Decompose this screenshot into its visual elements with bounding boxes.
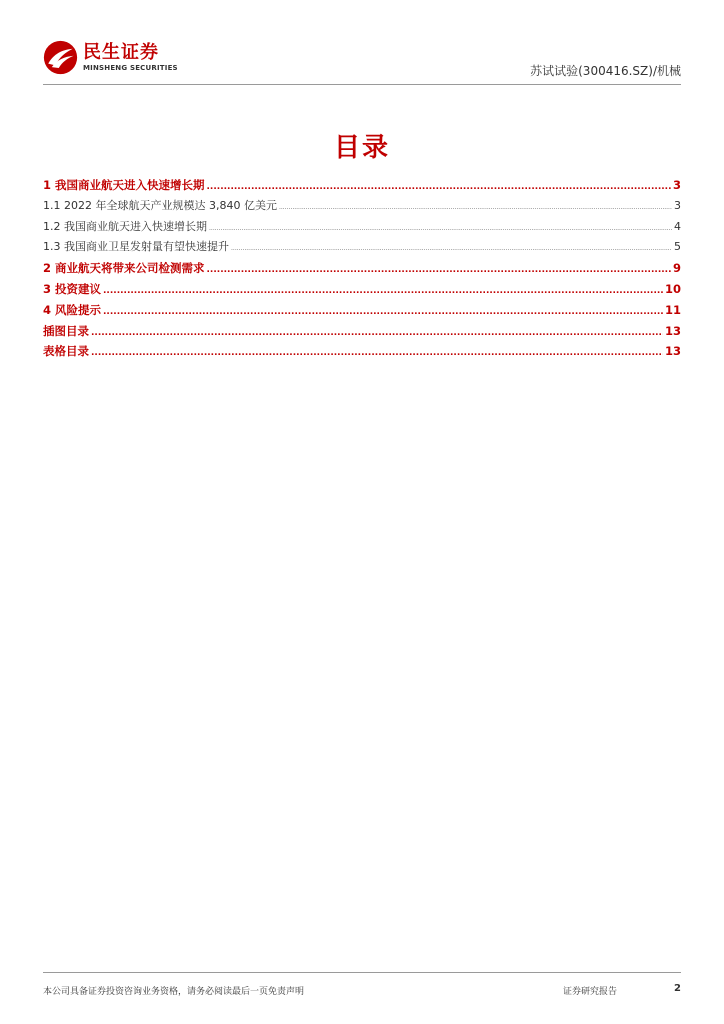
toc-entry[interactable] — [43, 341, 681, 362]
toc-title: 目录 — [333, 133, 390, 163]
toc-entry-page: 13 — [664, 344, 681, 359]
toc-entry-page: 4 — [674, 219, 681, 233]
toc-dot-leader — [279, 196, 672, 219]
toc-dot-leader — [103, 279, 663, 302]
toc-dot-leader — [91, 321, 663, 344]
toc-entry-label: 2 商业航天将带来公司检测需求 — [43, 261, 205, 276]
toc-entry-label: 4 风险提示 — [43, 302, 102, 317]
report-tag: 苏试试验(300416.SZ)/机械 — [530, 64, 681, 78]
toc-entry-page: 11 — [664, 302, 681, 317]
toc-entry-page: 3 — [674, 198, 681, 212]
toc-entry-page: 3 — [672, 178, 681, 192]
toc-entry-label: 1.1 2022 年全球航天产业规模达 3,840 亿美元 — [43, 198, 277, 212]
toc-entry[interactable] — [43, 175, 681, 196]
toc-entry-label: 1.2 我国商业航天进入快速增长期 — [43, 219, 207, 233]
logo-chinese-name: 民生证券 — [83, 41, 159, 63]
toc-entry-label: 3 投资建议 — [43, 281, 102, 296]
toc-entry-page: 9 — [672, 261, 681, 276]
toc-entry-label: 表格目录 — [43, 344, 89, 359]
toc-entry[interactable] — [43, 217, 681, 238]
toc-entry-page: 5 — [674, 240, 681, 254]
toc-entry-label: 1 我国商业航天进入快速增长期 — [43, 178, 205, 192]
toc-entry[interactable] — [43, 300, 681, 321]
toc-dot-leader — [103, 300, 663, 323]
page-header — [43, 40, 681, 83]
toc-entry-label: 1.3 我国商业卫星发射量有望快速提升 — [43, 240, 229, 254]
toc-dot-leader — [231, 237, 672, 260]
toc-dot-leader — [91, 341, 663, 364]
toc-entry[interactable] — [43, 237, 681, 258]
header-divider — [43, 84, 681, 85]
toc-entry-page: 10 — [664, 281, 681, 296]
footer-doc-type: 证券研究报告 — [563, 987, 618, 997]
page-number: 2 — [674, 983, 681, 994]
toc-entry-page: 13 — [664, 323, 681, 338]
toc-entry[interactable] — [43, 279, 681, 300]
toc-entry[interactable] — [43, 258, 681, 279]
toc-dot-leader — [207, 258, 671, 281]
toc-dot-leader — [207, 175, 671, 198]
toc-entry[interactable] — [43, 321, 681, 342]
toc-entry-label: 插图目录 — [43, 323, 89, 338]
footer-divider — [43, 972, 681, 973]
toc-dot-leader — [209, 217, 672, 240]
minsheng-logo-icon — [43, 40, 78, 75]
footer-disclaimer: 本公司具备证券投资咨询业务资格，请务必阅读最后一页免责声明 — [43, 987, 305, 997]
company-logo — [43, 40, 178, 75]
logo-english-name: MINSHENG SECURITIES — [83, 63, 178, 72]
toc-entry[interactable] — [43, 196, 681, 217]
table-of-contents — [43, 175, 681, 362]
